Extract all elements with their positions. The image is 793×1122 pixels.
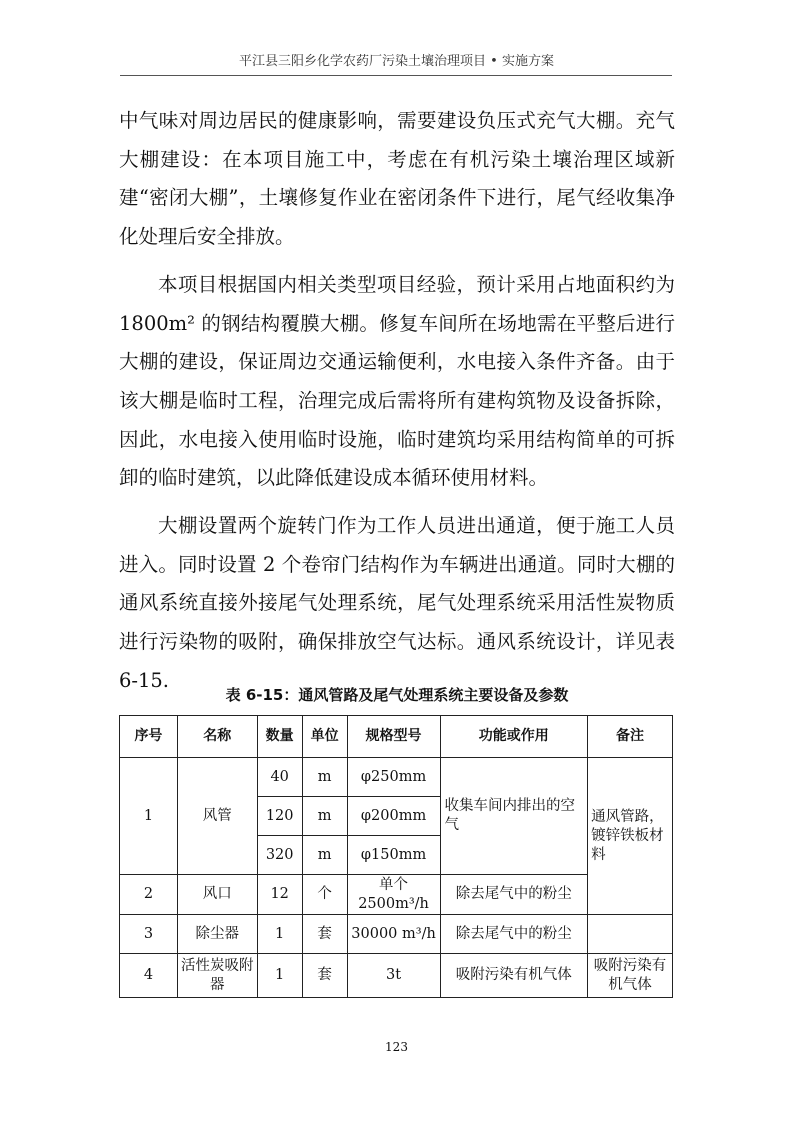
- cell-unit: m: [302, 797, 347, 836]
- cell-spec: φ250mm: [347, 758, 440, 797]
- cell-unit: 个: [302, 875, 347, 915]
- cell-qty: 320: [257, 836, 302, 875]
- cell-function: 收集车间内排出的空气: [440, 758, 588, 875]
- paragraph: 中气味对周边居民的健康影响，需要建设负压式充气大棚。充气大棚建设：在本项目施工中，考虑在有机污染土壤治理区域新建“密闭大棚”，土壤修复作业在密闭条件下进行，尾气经收集净化处理后安全排放。: [119, 109, 675, 249]
- col-header: 功能或作用: [440, 716, 588, 758]
- col-header: 数量: [257, 716, 302, 758]
- page-number: 123: [385, 1040, 408, 1054]
- col-header: 备注: [588, 716, 673, 758]
- running-header: 平江县三阳乡化学农药厂污染土壤治理项目 • 实施方案: [239, 54, 554, 69]
- col-header: 单位: [302, 716, 347, 758]
- cell-qty: 1: [257, 954, 302, 998]
- cell-name: 风口: [177, 875, 257, 915]
- cell-function: 除去尾气中的粉尘: [440, 915, 588, 954]
- table-header-row: [120, 716, 673, 758]
- col-header: 名称: [177, 716, 257, 758]
- cell-name: 风管: [177, 758, 257, 875]
- cell-note: [588, 915, 673, 954]
- cell-spec: φ150mm: [347, 836, 440, 875]
- cell-spec: 30000 m³/h: [347, 915, 440, 954]
- cell-qty: 120: [257, 797, 302, 836]
- cell-qty: 1: [257, 915, 302, 954]
- cell-function: 吸附污染有机气体: [440, 954, 588, 998]
- table-row: [120, 954, 673, 998]
- table-caption: 表 6-15：通风管路及尾气处理系统主要设备及参数: [225, 686, 569, 704]
- cell-spec: 3t: [347, 954, 440, 998]
- cell-qty: 12: [257, 875, 302, 915]
- table-row: [120, 915, 673, 954]
- cell-no: 2: [120, 875, 178, 915]
- paragraph: 本项目根据国内相关类型项目经验，预计采用占地面积约为1800m² 的钢结构覆膜大棚。修复车间所在场地需在平整后进行大棚的建设，保证周边交通运输便利，水电接入条件齐备。由于该大棚是临时工程，治理完成后需将所有建构筑物及设备拆除，因此，水电接入使用临时设施，临时建筑均采用结构简单的可拆卸的临时建筑，以此降低建设成本循环使用材料。: [119, 272, 675, 490]
- cell-no: 1: [120, 758, 178, 875]
- cell-note: 通风管路，镀锌铁板材料: [588, 758, 673, 915]
- cell-name: 除尘器: [177, 915, 257, 954]
- cell-no: 3: [120, 915, 178, 954]
- col-header: 规格型号: [347, 716, 440, 758]
- cell-unit: 套: [302, 954, 347, 998]
- equipment-table: [119, 715, 673, 998]
- col-header: 序号: [120, 716, 178, 758]
- cell-unit: 套: [302, 915, 347, 954]
- cell-name: 活性炭吸附器: [177, 954, 257, 998]
- cell-unit: m: [302, 836, 347, 875]
- cell-no: 4: [120, 954, 178, 998]
- header-rule: [120, 75, 672, 76]
- cell-spec: 单个 2500m³/h: [347, 875, 440, 915]
- cell-unit: m: [302, 758, 347, 797]
- cell-spec: φ200mm: [347, 797, 440, 836]
- body-text: [119, 102, 675, 710]
- cell-note: 吸附污染有机气体: [588, 954, 673, 998]
- table-row: [120, 758, 673, 797]
- cell-qty: 40: [257, 758, 302, 797]
- paragraph: 大棚设置两个旋转门作为工作人员进出通道，便于施工人员进入。同时设置 2 个卷帘门结构作为车辆进出通道。同时大棚的通风系统直接外接尾气处理系统，尾气处理系统采用活性炭物质进行污染物的吸附，确保排放空气达标。通风系统设计，详见表 6-15.: [119, 514, 675, 692]
- cell-function: 除去尾气中的粉尘: [440, 875, 588, 915]
